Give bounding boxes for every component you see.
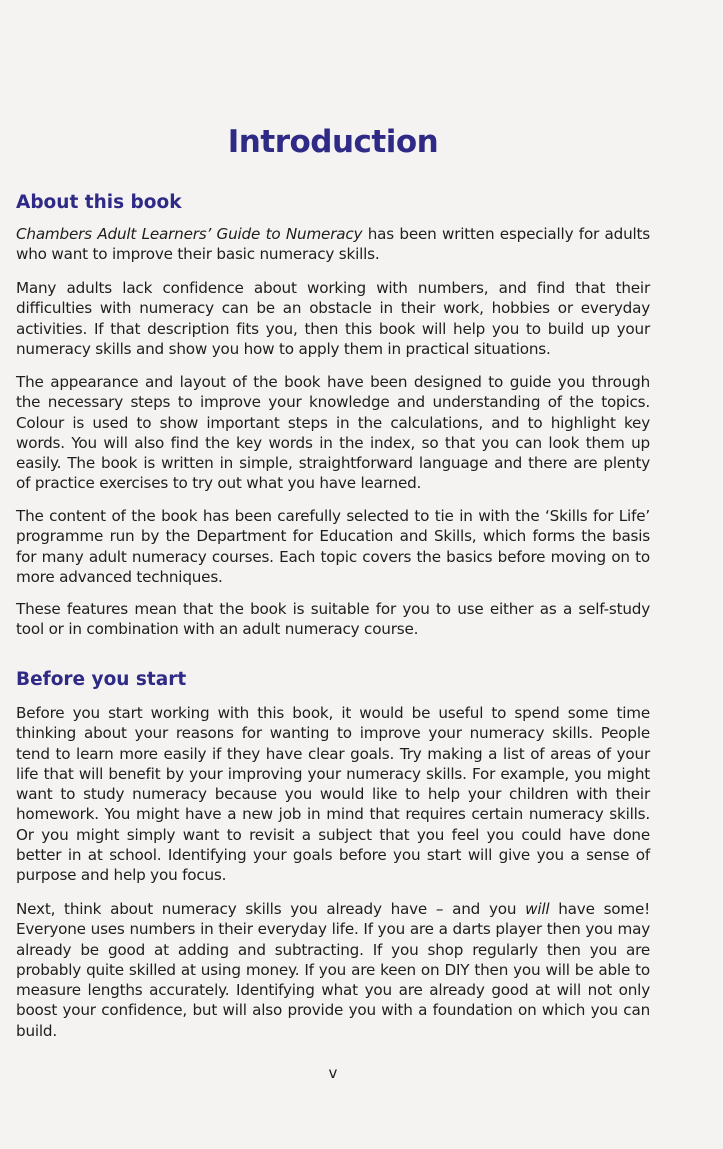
about-paragraph-1-text: has been written especially for adults who want to improve their basic numeracy skills.	[16, 225, 650, 264]
before-heading: Before you start	[16, 669, 187, 690]
about-paragraph-4: The content of the book has been carefully selected to tie in with the ‘Skills for Life’ programme run by the Department for Education and Skills, which forms the basis for many adult numeracy courses. Each topic covers the basics before moving on to more advanced techniques.	[16, 507, 650, 586]
about-paragraph-1	[16, 224, 650, 265]
book-title-italic: Chambers Adult Learners’ Guide to Numeracy	[16, 225, 363, 243]
before-paragraph-2	[16, 899, 650, 1041]
before-paragraph-2-text-b: have some! Everyone uses numbers in their everyday life. If you are a darts player then you may already be good at adding and subtracting. If you shop regularly then you are probably quite skilled at using money. If you are keen on DIY then you will be able to measure lengths accurately. Identifying what you are already good at will not only boost your confidence, but will also provide you with a foundation on which you can build.	[16, 900, 651, 1040]
page-number: v	[328, 1064, 338, 1082]
emphasis-will: will	[525, 900, 550, 918]
page-title: Introduction	[227, 124, 439, 160]
about-paragraph-5: These features mean that the book is suitable for you to use either as a self-study tool or in combination with an adult numeracy course.	[16, 600, 650, 639]
before-paragraph-1: Before you start working with this book, it would be useful to spend some time thinking about your reasons for wanting to improve your numeracy skills. People tend to learn more easily if they have clear goals. Try making a list of areas of your life that will benefit by your improving your numeracy skills. For example, you might want to study numeracy because you would like to help your children with their homework. You might have a new job in mind that requires certain numeracy skills. Or you might simply want to revisit a subject that you feel you could have done better in at school. Identifying your goals before you start will give you a sense of purpose and help you focus.	[16, 704, 650, 885]
about-heading: About this book	[16, 192, 182, 213]
before-paragraph-2-text-a: Next, think about numeracy skills you already have – and you	[16, 900, 526, 918]
book-page	[16, 0, 650, 1149]
about-paragraph-2: Many adults lack confidence about working with numbers, and find that their difficulties with numeracy can be an obstacle in their work, hobbies or everyday activities. If that description fits you, then this book will help you to build up your numeracy skills and show you how to apply them in practical situations.	[16, 279, 650, 358]
about-paragraph-3: The appearance and layout of the book have been designed to guide you through the necessary steps to improve your knowledge and understanding of the topics. Colour is used to show important steps in the calculations, and to highlight key words. You will also find the key words in the index, so that you can look them up easily. The book is written in simple, straightforward language and there are plenty of practice exercises to try out what you have learned.	[16, 373, 650, 493]
